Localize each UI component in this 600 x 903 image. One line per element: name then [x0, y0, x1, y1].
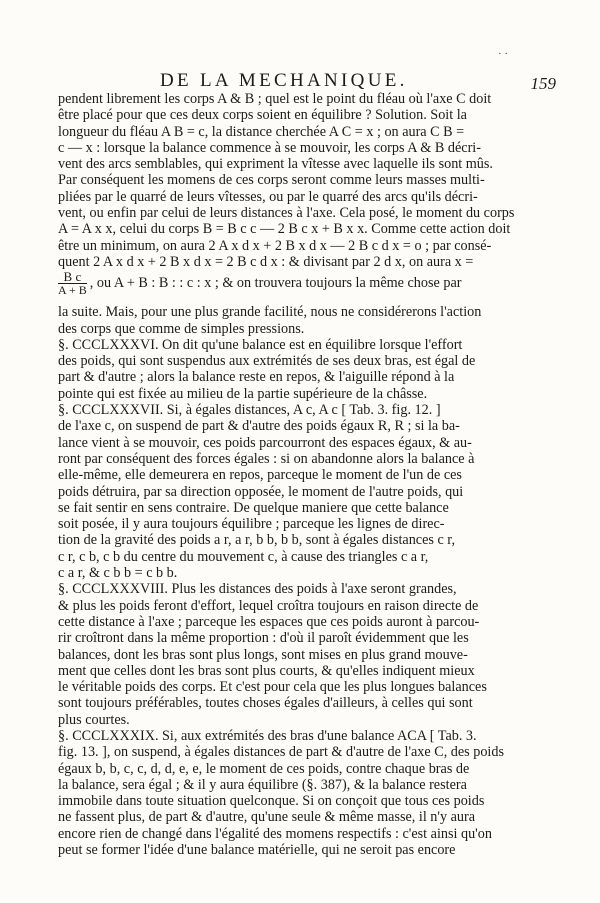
text-line: pendent librement les corps A & B ; quel est le point du fléau où l'axe C doit [58, 91, 492, 107]
text-line: plus courtes. [58, 711, 130, 728]
text-line: immobile dans toute situation quelconque. Si on conçoit que tous ces poids [58, 793, 485, 810]
fraction-denominator: A + B [58, 283, 87, 298]
paragraph-386-start: §. CCCLXXXVI. On dit qu'une balance est en équilibre lorsque l'effort [58, 336, 463, 353]
text-line: fig. 13. ], on suspend, à égales distances de part & d'autre de l'axe C, des poids [58, 744, 504, 761]
text-line: égaux b, b, c, c, d, d, e, e, le moment de ces poids, contre chaque bras de [58, 760, 470, 777]
text-line: tion de la gravité des poids a r, a r, b b, b b, sont à égales distances c r, [58, 532, 456, 549]
text-line: la balance, sera égal ; & il y aura équilibre (§. 387), & la balance restera [58, 776, 467, 793]
text-line: part & d'autre ; alors la balance reste en repos, & l'aiguille répond à la [58, 369, 455, 386]
running-title: DE LA MECHANIQUE. [160, 70, 408, 91]
text-line: vent des arcs semblables, qui expriment la vîtesse avec laquelle ils sont mûs. [58, 156, 493, 173]
text-line: se fait sentir en sens contraire. De quelque maniere que cette balance [58, 499, 449, 516]
fraction-line [58, 270, 528, 304]
text-line: encore rien de changé dans l'égalité des momens respectifs : c'est ainsi qu'on [58, 825, 492, 842]
text-line: quent 2 A x d x + 2 B x d x = 2 B c d x : & divisant par 2 d x, on aura x = [58, 253, 474, 270]
text-line: pointe qui est fixée au milieu de la partie supérieure de la châsse. [58, 385, 428, 402]
text-line: le véritable poids des corps. Et c'est pour cela que les plus longues balances [58, 679, 487, 696]
text-line: rir croîtront dans la même proportion : d'où il paroît évidemment que les [58, 630, 469, 647]
paragraph-389-start: §. CCCLXXXIX. Si, aux extrémités des bras d'une balance ACA [ Tab. 3. [58, 727, 477, 744]
text-line: lance vient à se mouvoir, ces poids parcourront des espaces égaux, & au- [58, 434, 472, 451]
text-line: A = A x x, celui du corps B = B c c — 2 B c x + B x x. Comme cette action doit [58, 221, 511, 238]
text-line: des poids, qui sont suspendus aux extrémités de ses deux bras, est égal de [58, 353, 476, 370]
body-text [58, 91, 528, 858]
fraction-numerator: B c [58, 270, 87, 284]
text-line: Par conséquent les momens de ces corps seront comme leurs masses multi- [58, 172, 485, 189]
text-line: peut se former l'idée d'une balance matérielle, qui ne seroit pas encore [58, 842, 456, 859]
text-line: balances, dont les bras sont plus longs, sont mises en plus grand mouve- [58, 646, 468, 663]
text-line: elle-même, elle demeurera en repos, parceque le moment de l'un de ces [58, 467, 462, 484]
text-line: pliées par le quarré de leurs vîtesses, ou par le quarré des arcs qu'ils décri- [58, 188, 478, 205]
text-line: sont toujours préférables, toutes choses égales d'ailleurs, à celles qui sont [58, 695, 473, 712]
text-line: poids détruira, par sa direction opposée, le moment de l'autre poids, qui [58, 483, 464, 500]
text-line: la suite. Mais, pour une plus grande facilité, nous ne considérerons l'action [58, 304, 482, 321]
text-line: longueur du fléau A B = c, la distance cherchée A C = x ; on aura C B = [58, 123, 465, 140]
text-line: vent, ou enfin par celui de leurs distances à l'axe. Cela posé, le moment du corps [58, 205, 515, 222]
paragraph-388-start: §. CCCLXXXVIII. Plus les distances des poids à l'axe seront grandes, [58, 581, 457, 598]
text-line: ment que celles dont les bras sont plus courts, & qu'elles indiquent mieux [58, 662, 475, 679]
text-line: soit posée, il y aura toujours équilibre ; parceque les lignes de direc- [58, 516, 445, 533]
paragraph-387-start: §. CCCLXXXVII. Si, à égales distances, A c, A c [ Tab. 3. fig. 12. ] [58, 402, 441, 419]
text-line: de l'axe c, on suspend de part & d'autre des poids égaux R, R ; si la ba- [58, 418, 460, 435]
ink-speck: · · [498, 48, 509, 60]
text-line: ront par conséquent des forces égales : si on abandonne alors la balance à [58, 450, 475, 467]
text-line: & plus les poids feront d'effort, lequel croîtra toujours en raison directe de [58, 597, 479, 614]
page-number: 159 [530, 74, 556, 93]
fraction-line-text: , ou A + B : B : : c : x ; & on trouvera toujours la même chose par [89, 275, 462, 292]
text-line: des corps que comme de simples pressions. [58, 320, 305, 337]
text-line: être placé pour que ces deux corps soient en équilibre ? Solution. Soit la [58, 107, 467, 124]
text-line: ne fassent plus, de part & d'autre, qu'une seule & même masse, il n'y aura [58, 809, 476, 826]
text-line: cette distance à l'axe ; parceque les espaces que ces poids auront à parcou- [58, 613, 480, 630]
text-line: être un minimum, on aura 2 A x d x + 2 B x d x — 2 B c d x = o ; par consé- [58, 237, 492, 254]
text-line: c r, c b, c b du centre du mouvement c, à cause des triangles c a r, [58, 548, 429, 565]
fraction [58, 270, 87, 297]
text-line: c a r, & c b b = c b b. [58, 565, 178, 582]
text-line: c — x : lorsque la balance commence à se mouvoir, les corps A & B décri- [58, 139, 481, 156]
